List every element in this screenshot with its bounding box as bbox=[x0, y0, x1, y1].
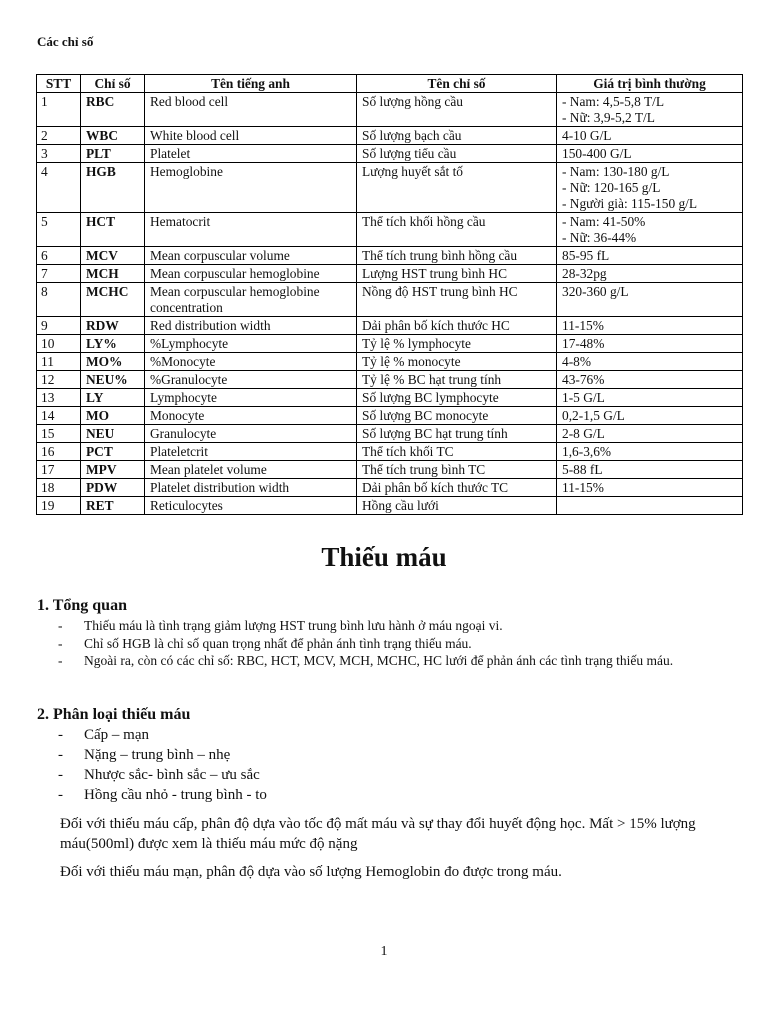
stt-cell: 3 bbox=[37, 145, 81, 163]
vietnamese-name-cell: Nồng độ HST trung bình HC bbox=[357, 283, 557, 317]
english-name-cell: Platelet bbox=[145, 145, 357, 163]
normal-range-cell bbox=[557, 425, 743, 443]
list-item: - Hồng cầu nhỏ - trung bình - to bbox=[58, 785, 267, 805]
table-row bbox=[37, 163, 743, 213]
normal-range-line: 0,2-1,5 G/L bbox=[562, 408, 625, 423]
normal-range-cell bbox=[557, 497, 743, 515]
vietnamese-name-cell: Số lượng hồng cầu bbox=[357, 93, 557, 127]
normal-range-line: 85-95 fL bbox=[562, 248, 610, 263]
vietnamese-name-cell: Tỷ lệ % BC hạt trung tính bbox=[357, 371, 557, 389]
english-name-cell: Red distribution width bbox=[145, 317, 357, 335]
section1-heading: 1. Tổng quan bbox=[37, 597, 127, 614]
normal-range-cell bbox=[557, 93, 743, 127]
vietnamese-name-cell: Số lượng tiểu cầu bbox=[357, 145, 557, 163]
normal-range-cell bbox=[557, 389, 743, 407]
list-item: - Thiếu máu là tình trạng giảm lượng HST trung bình lưu hành ở máu ngoại vi. bbox=[58, 617, 738, 635]
stt-cell: 2 bbox=[37, 127, 81, 145]
abbr-cell: NEU% bbox=[81, 371, 145, 389]
normal-range-cell bbox=[557, 163, 743, 213]
english-name-cell: White blood cell bbox=[145, 127, 357, 145]
normal-range-line: 1-5 G/L bbox=[562, 390, 605, 405]
vietnamese-name-cell: Tỷ lệ % monocyte bbox=[357, 353, 557, 371]
english-name-cell: Lymphocyte bbox=[145, 389, 357, 407]
stt-cell: 9 bbox=[37, 317, 81, 335]
normal-range-line: - Người già: 115-150 g/L bbox=[562, 196, 698, 211]
english-name-cell: Monocyte bbox=[145, 407, 357, 425]
page-number: 1 bbox=[380, 944, 388, 959]
english-name-cell: Granulocyte bbox=[145, 425, 357, 443]
stt-cell: 11 bbox=[37, 353, 81, 371]
normal-range-line bbox=[562, 498, 737, 514]
header-vietnamese-name: Tên chỉ số bbox=[357, 75, 557, 93]
normal-range-cell bbox=[557, 247, 743, 265]
normal-range-cell bbox=[557, 317, 743, 335]
stt-cell: 13 bbox=[37, 389, 81, 407]
table-row bbox=[37, 127, 743, 145]
section-label: Các chỉ số bbox=[37, 34, 94, 49]
table-row bbox=[37, 371, 743, 389]
normal-range-line: - Nam: 130-180 g/L bbox=[562, 164, 670, 179]
table-row bbox=[37, 213, 743, 247]
stt-cell: 18 bbox=[37, 479, 81, 497]
english-name-cell: Platelet distribution width bbox=[145, 479, 357, 497]
header-stt: STT bbox=[37, 75, 81, 93]
header-english-name: Tên tiếng anh bbox=[145, 75, 357, 93]
abbr-cell: PCT bbox=[81, 443, 145, 461]
stt-cell: 16 bbox=[37, 443, 81, 461]
table-row bbox=[37, 317, 743, 335]
normal-range-line: - Nữ: 36-44% bbox=[562, 230, 637, 245]
english-name-cell: Reticulocytes bbox=[145, 497, 357, 515]
abbr-cell: MO bbox=[81, 407, 145, 425]
paragraph-acute: Đối với thiếu máu cấp, phân độ dựa vào tốc độ mất máu và sự thay đổi huyết động học. Mất > 15% lượng máu(500ml) được xem là thiếu máu mức độ nặng bbox=[60, 816, 696, 852]
table-row bbox=[37, 461, 743, 479]
vietnamese-name-cell: Thể tích khối TC bbox=[357, 443, 557, 461]
paragraph-chronic: Đối với thiếu máu mạn, phân độ dựa vào số lượng Hemoglobin đo được trong máu. bbox=[60, 864, 562, 880]
table-row bbox=[37, 407, 743, 425]
normal-range-cell bbox=[557, 371, 743, 389]
stt-cell: 6 bbox=[37, 247, 81, 265]
english-name-cell: Mean corpuscular hemoglobine concentration bbox=[145, 283, 357, 317]
english-name-cell: %Monocyte bbox=[145, 353, 357, 371]
table-row bbox=[37, 353, 743, 371]
abbr-cell: RDW bbox=[81, 317, 145, 335]
normal-range-line: 43-76% bbox=[562, 372, 605, 387]
normal-range-cell bbox=[557, 443, 743, 461]
vietnamese-name-cell: Tỷ lệ % lymphocyte bbox=[357, 335, 557, 353]
english-name-cell: %Lymphocyte bbox=[145, 335, 357, 353]
vietnamese-name-cell: Lượng HST trung bình HC bbox=[357, 265, 557, 283]
stt-cell: 14 bbox=[37, 407, 81, 425]
stt-cell: 8 bbox=[37, 283, 81, 317]
normal-range-cell bbox=[557, 407, 743, 425]
abbr-cell: LY bbox=[81, 389, 145, 407]
vietnamese-name-cell: Dải phân bố kích thước TC bbox=[357, 479, 557, 497]
stt-cell: 5 bbox=[37, 213, 81, 247]
vietnamese-name-cell: Thể tích trung bình hồng cầu bbox=[357, 247, 557, 265]
normal-range-cell bbox=[557, 265, 743, 283]
abbr-cell: NEU bbox=[81, 425, 145, 443]
list-item: - Cấp – mạn bbox=[58, 725, 267, 745]
main-title: Thiếu máu bbox=[321, 542, 447, 572]
english-name-cell: Hematocrit bbox=[145, 213, 357, 247]
abbr-cell: RBC bbox=[81, 93, 145, 127]
table-row bbox=[37, 389, 743, 407]
table-header-row bbox=[37, 75, 743, 93]
vietnamese-name-cell: Số lượng bạch cầu bbox=[357, 127, 557, 145]
table-row bbox=[37, 479, 743, 497]
section2-list bbox=[58, 725, 267, 805]
table-row bbox=[37, 283, 743, 317]
stt-cell: 1 bbox=[37, 93, 81, 127]
abbr-cell: PLT bbox=[81, 145, 145, 163]
vietnamese-name-cell: Số lượng BC lymphocyte bbox=[357, 389, 557, 407]
stt-cell: 12 bbox=[37, 371, 81, 389]
normal-range-line: - Nữ: 3,9-5,2 T/L bbox=[562, 110, 655, 125]
stt-cell: 7 bbox=[37, 265, 81, 283]
stt-cell: 10 bbox=[37, 335, 81, 353]
normal-range-cell bbox=[557, 335, 743, 353]
table-row bbox=[37, 425, 743, 443]
abbr-cell: MCHC bbox=[81, 283, 145, 317]
normal-range-line: 5-88 fL bbox=[562, 462, 603, 477]
stt-cell: 15 bbox=[37, 425, 81, 443]
normal-range-line: - Nam: 4,5-5,8 T/L bbox=[562, 94, 665, 109]
table-body bbox=[37, 93, 743, 515]
normal-range-cell bbox=[557, 145, 743, 163]
table-row bbox=[37, 497, 743, 515]
normal-range-line: 1,6-3,6% bbox=[562, 444, 612, 459]
abbr-cell: RET bbox=[81, 497, 145, 515]
vietnamese-name-cell: Số lượng BC hạt trung tính bbox=[357, 425, 557, 443]
english-name-cell: Red blood cell bbox=[145, 93, 357, 127]
normal-range-cell bbox=[557, 353, 743, 371]
table-row bbox=[37, 443, 743, 461]
header-normal-range: Giá trị bình thường bbox=[557, 75, 743, 93]
abbr-cell: MCV bbox=[81, 247, 145, 265]
list-item: - Ngoài ra, còn có các chỉ số: RBC, HCT, MCV, MCH, MCHC, HC lưới để phản ánh các tình trạng thiếu máu. bbox=[58, 652, 738, 670]
abbr-cell: PDW bbox=[81, 479, 145, 497]
vietnamese-name-cell: Dải phân bố kích thước HC bbox=[357, 317, 557, 335]
list-item: - Nhược sắc- bình sắc – ưu sắc bbox=[58, 765, 267, 785]
normal-range-cell bbox=[557, 213, 743, 247]
normal-range-line: 11-15% bbox=[562, 318, 604, 333]
abbr-cell: MPV bbox=[81, 461, 145, 479]
blood-index-table bbox=[36, 74, 743, 515]
list-item: - Nặng – trung bình – nhẹ bbox=[58, 745, 267, 765]
vietnamese-name-cell: Lượng huyết sắt tố bbox=[357, 163, 557, 213]
abbr-cell: HCT bbox=[81, 213, 145, 247]
abbr-cell: MO% bbox=[81, 353, 145, 371]
abbr-cell: WBC bbox=[81, 127, 145, 145]
normal-range-line: 17-48% bbox=[562, 336, 605, 351]
normal-range-line: 320-360 g/L bbox=[562, 284, 629, 299]
english-name-cell: Plateletcrit bbox=[145, 443, 357, 461]
stt-cell: 17 bbox=[37, 461, 81, 479]
normal-range-line: - Nữ: 120-165 g/L bbox=[562, 180, 661, 195]
normal-range-line: 4-10 G/L bbox=[562, 128, 612, 143]
normal-range-cell bbox=[557, 283, 743, 317]
vietnamese-name-cell: Thể tích khối hồng cầu bbox=[357, 213, 557, 247]
stt-cell: 4 bbox=[37, 163, 81, 213]
vietnamese-name-cell: Số lượng BC monocyte bbox=[357, 407, 557, 425]
normal-range-line: 150-400 G/L bbox=[562, 146, 632, 161]
table-row bbox=[37, 145, 743, 163]
vietnamese-name-cell: Thể tích trung bình TC bbox=[357, 461, 557, 479]
section2-heading: 2. Phân loại thiếu máu bbox=[37, 706, 191, 723]
section1-list bbox=[58, 617, 738, 670]
vietnamese-name-cell: Hồng cầu lưới bbox=[357, 497, 557, 515]
normal-range-line: 2-8 G/L bbox=[562, 426, 605, 441]
english-name-cell: Hemoglobine bbox=[145, 163, 357, 213]
abbr-cell: HGB bbox=[81, 163, 145, 213]
stt-cell: 19 bbox=[37, 497, 81, 515]
list-item: - Chỉ số HGB là chỉ số quan trọng nhất để phản ánh tình trạng thiếu máu. bbox=[58, 635, 738, 653]
table-row bbox=[37, 93, 743, 127]
normal-range-cell bbox=[557, 127, 743, 145]
abbr-cell: MCH bbox=[81, 265, 145, 283]
header-abbr: Chỉ số bbox=[81, 75, 145, 93]
normal-range-line: 11-15% bbox=[562, 480, 604, 495]
english-name-cell: Mean platelet volume bbox=[145, 461, 357, 479]
table-row bbox=[37, 335, 743, 353]
english-name-cell: Mean corpuscular hemoglobine bbox=[145, 265, 357, 283]
english-name-cell: %Granulocyte bbox=[145, 371, 357, 389]
normal-range-line: 28-32pg bbox=[562, 266, 607, 281]
normal-range-line: 4-8% bbox=[562, 354, 592, 369]
table-row bbox=[37, 247, 743, 265]
normal-range-line: - Nam: 41-50% bbox=[562, 214, 646, 229]
normal-range-cell bbox=[557, 479, 743, 497]
abbr-cell: LY% bbox=[81, 335, 145, 353]
table-row bbox=[37, 265, 743, 283]
english-name-cell: Mean corpuscular volume bbox=[145, 247, 357, 265]
normal-range-cell bbox=[557, 461, 743, 479]
